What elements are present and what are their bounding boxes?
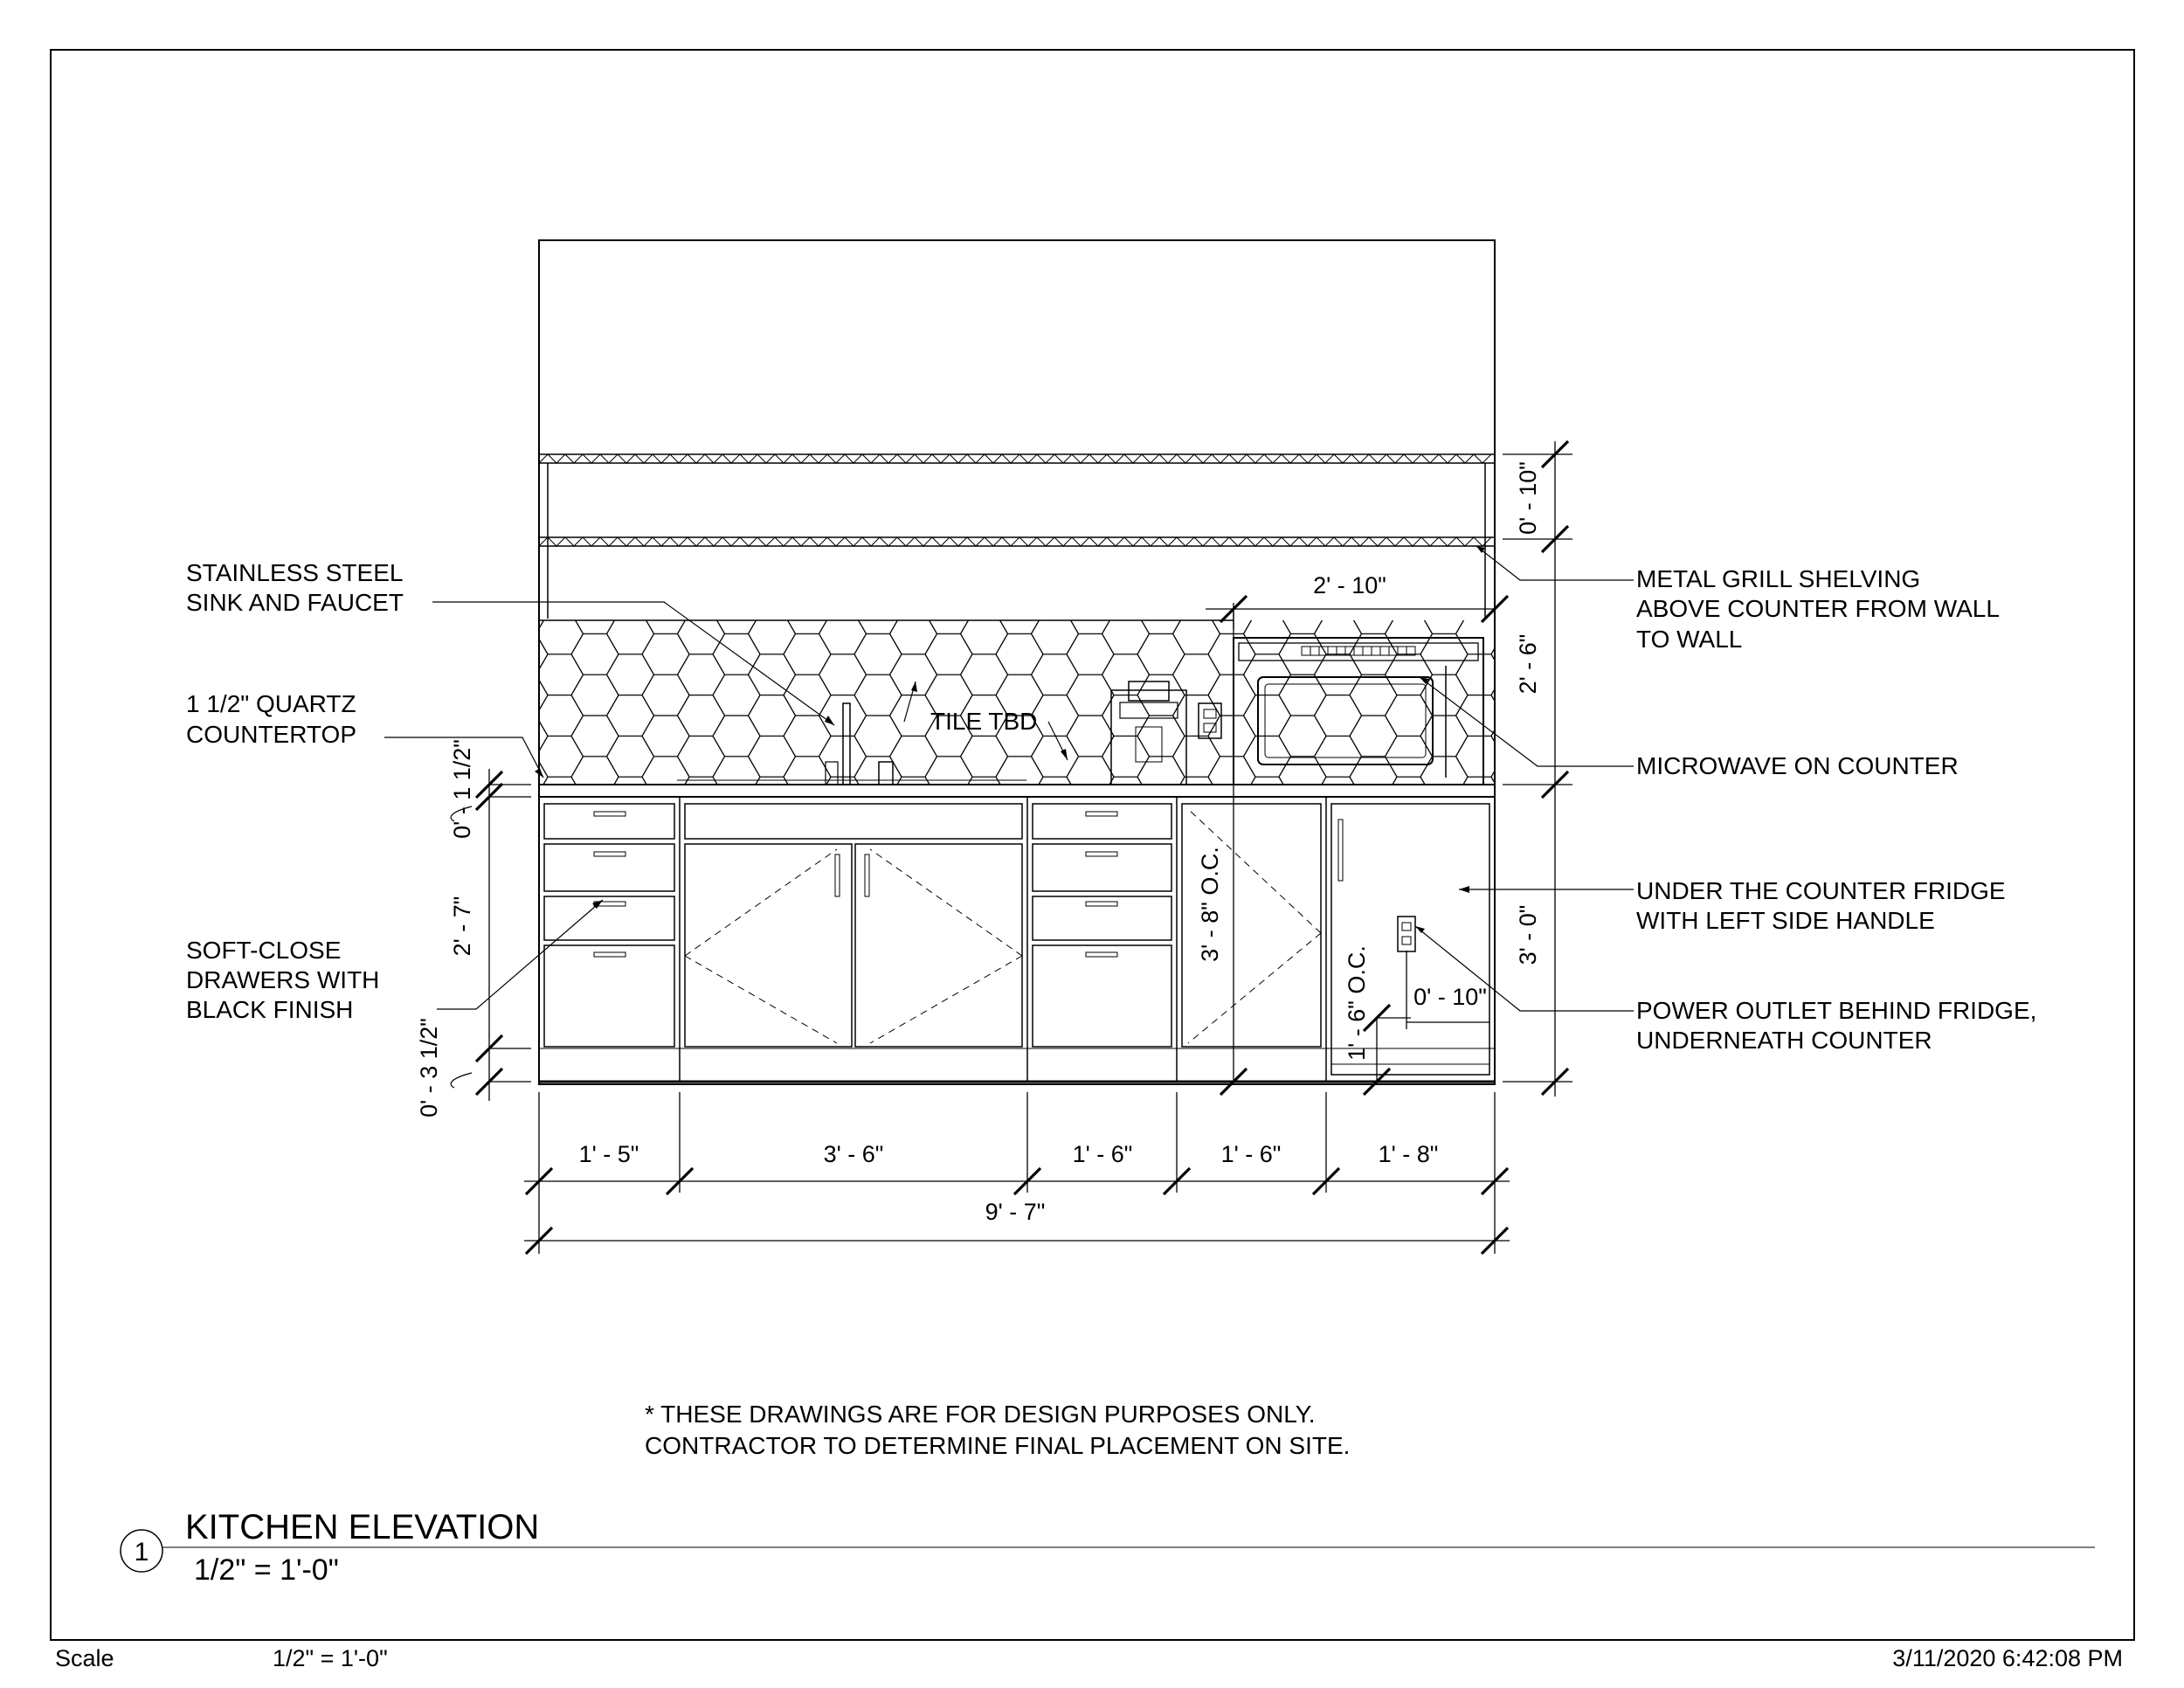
sheet-footer (55, 1645, 2123, 1671)
label-sink-line2: SINK AND FAUCET (186, 589, 404, 616)
dimension-lines (489, 441, 1572, 1254)
footer-timestamp: 3/11/2020 6:42:08 PM (1892, 1645, 2123, 1671)
drawing-number: 1 (134, 1538, 149, 1567)
dim-3-8-oc: 3' - 8" O.C. (1197, 847, 1223, 962)
drawing-scale: 1/2" = 1'-0" (194, 1553, 339, 1587)
drawing-title: KITCHEN ELEVATION (185, 1508, 540, 1546)
drawing-title-block (121, 1508, 2095, 1587)
dim-9-7: 9' - 7" (985, 1199, 1046, 1225)
label-microwave: MICROWAVE ON COUNTER (1636, 752, 1959, 779)
label-countertop-line2: COUNTERTOP (186, 721, 356, 748)
dim-2-7: 2' - 7" (449, 896, 475, 957)
footer-scale-label: Scale (55, 1645, 114, 1671)
label-drawers-line1: SOFT-CLOSE (186, 937, 342, 964)
dim-1-8: 1' - 8" (1378, 1141, 1439, 1167)
label-fridge-line2: WITH LEFT SIDE HANDLE (1636, 907, 1935, 934)
dim-0-10-top: 0' - 10" (1515, 461, 1541, 535)
label-sink-line1: STAINLESS STEEL (186, 559, 404, 586)
dim-1-6b: 1' - 6" (1220, 1141, 1282, 1167)
footer-scale-value: 1/2" = 1'-0" (273, 1645, 388, 1671)
dimension-text (416, 461, 1541, 1225)
dim-0-1-5: 0' - 1 1/2" (449, 739, 475, 839)
label-outlet-line2: UNDERNEATH COUNTER (1636, 1027, 1932, 1054)
dim-3-6: 3' - 6" (823, 1141, 884, 1167)
label-shelving-line1: METAL GRILL SHELVING (1636, 565, 1921, 592)
label-drawers-line3: BLACK FINISH (186, 996, 354, 1023)
dim-0-10-outlet: 0' - 10" (1413, 984, 1487, 1010)
label-outlet-line1: POWER OUTLET BEHIND FRIDGE, (1636, 997, 2037, 1024)
label-tile: TILE TBD (930, 708, 1038, 735)
note-line-2: CONTRACTOR TO DETERMINE FINAL PLACEMENT ON SITE. (645, 1432, 1351, 1459)
label-fridge-line1: UNDER THE COUNTER FRIDGE (1636, 877, 2006, 904)
dim-1-6-oc: 1' - 6" O.C. (1344, 945, 1370, 1061)
design-notes (645, 1401, 1350, 1459)
label-shelving-line3: TO WALL (1636, 626, 1743, 653)
quartz-countertop (539, 785, 1495, 797)
dim-1-6a: 1' - 6" (1072, 1141, 1133, 1167)
label-countertop-line1: 1 1/2" QUARTZ (186, 690, 356, 717)
dim-0-3-5: 0' - 3 1/2" (416, 1018, 442, 1117)
dim-2-10: 2' - 10" (1313, 572, 1386, 598)
dim-2-6: 2' - 6" (1515, 633, 1541, 695)
note-line-1: * THESE DRAWINGS ARE FOR DESIGN PURPOSES ONLY. (645, 1401, 1316, 1428)
label-shelving-line2: ABOVE COUNTER FROM WALL (1636, 595, 2000, 622)
dim-1-5: 1' - 5" (578, 1141, 639, 1167)
dim-3-0: 3' - 0" (1515, 904, 1541, 965)
label-drawers-line2: DRAWERS WITH (186, 966, 380, 993)
